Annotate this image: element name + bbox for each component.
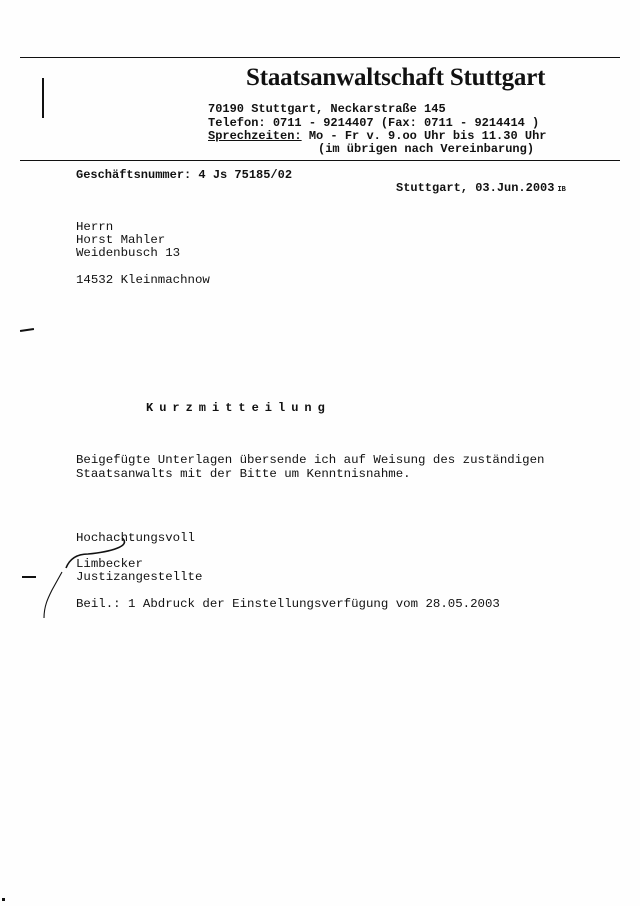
date-line	[396, 181, 566, 197]
letter-date: Stuttgart, 03.Jun.2003	[396, 181, 555, 195]
author-initials: IB	[557, 186, 566, 194]
enclosure-note: Beil.: 1 Abdruck der Einstellungsverfügung vom 28.05.2003	[76, 597, 500, 611]
signer-name: Limbecker	[76, 557, 143, 571]
recipient-name: Horst Mahler	[76, 233, 166, 247]
phone-line	[208, 116, 539, 130]
subject-heading: Kurzmitteilung	[146, 401, 331, 415]
reference-number: 4 Js 75185/02	[198, 168, 293, 182]
body-line-1: Beigefügte Unterlagen übersende ich auf Weisung des zuständigen	[76, 453, 545, 467]
page-corner-dot	[2, 898, 5, 901]
margin-dash-mark	[22, 576, 36, 578]
reference-line	[76, 168, 292, 182]
hours-line	[208, 129, 546, 143]
recipient-city: 14532 Kleinmachnow	[76, 273, 210, 287]
phone-value: 0711 - 9214407 (Fax: 0711 - 9214414 )	[272, 116, 540, 130]
hours-value: Mo - Fr v. 9.oo Uhr bis 11.30 Uhr	[308, 129, 547, 143]
address-line: 70190 Stuttgart, Neckarstraße 145	[208, 102, 446, 116]
signer-title: Justizangestellte	[76, 570, 203, 584]
header-divider	[20, 160, 620, 161]
top-rule	[20, 57, 620, 58]
recipient-street: Weidenbusch 13	[76, 246, 181, 260]
phone-label: Telefon:	[208, 116, 266, 130]
hours-label: Sprechzeiten:	[208, 129, 302, 143]
recipient-salutation: Herrn	[76, 220, 114, 234]
body-line-2: Staatsanwalts mit der Bitte um Kenntnisnahme.	[76, 467, 411, 481]
hours-note: (im übrigen nach Vereinbarung)	[318, 142, 535, 156]
reference-label: Geschäftsnummer:	[76, 168, 192, 182]
closing-greeting: Hochachtungsvoll	[76, 531, 195, 545]
authority-title: Staatsanwaltschaft Stuttgart	[246, 64, 546, 91]
margin-bar-mark	[42, 78, 44, 118]
margin-tick-mark	[20, 328, 34, 332]
